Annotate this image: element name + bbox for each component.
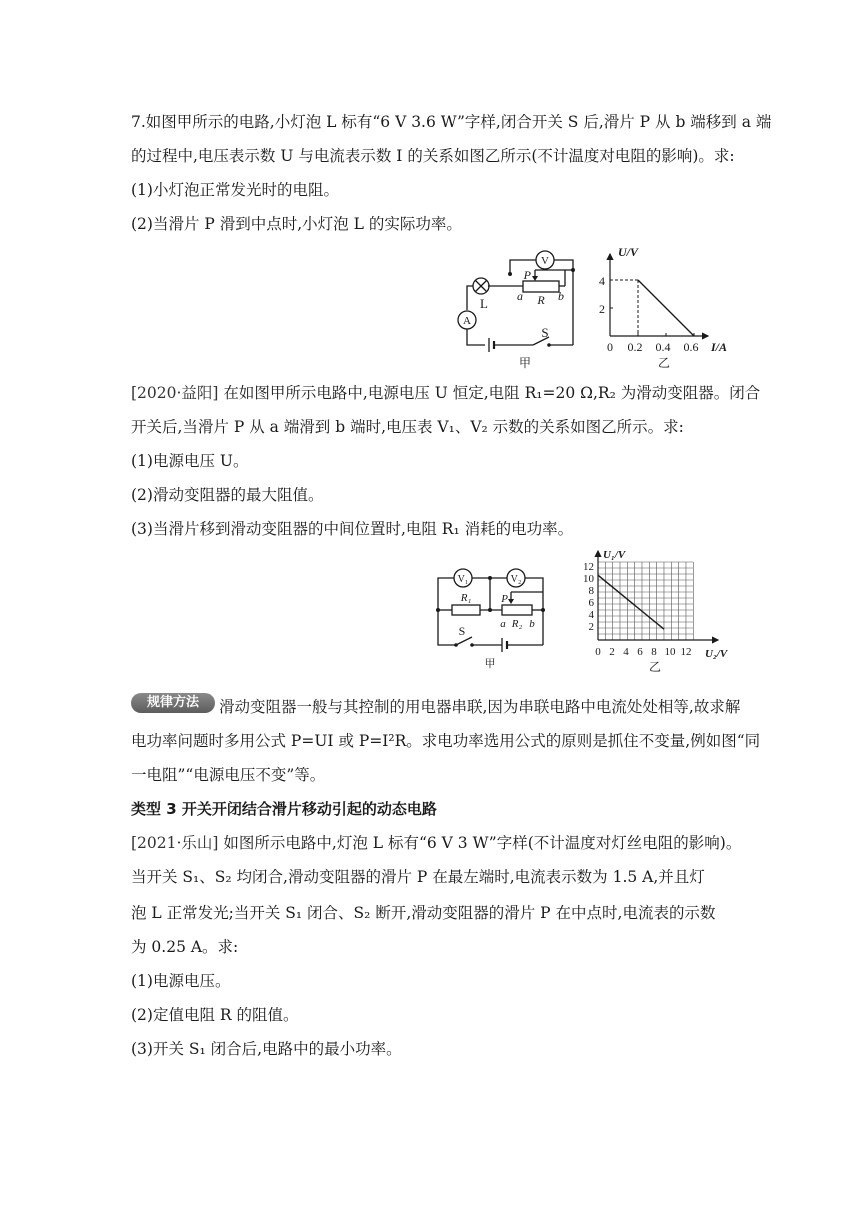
q8-graph-figure — [578, 546, 738, 676]
q8-circuit-figure — [428, 560, 553, 670]
method-badge: 规律方法 — [131, 693, 215, 713]
q7-end-a-label: a — [517, 289, 523, 303]
q7-subquestion-2: (2)当滑片 P 滑到中点时,小灯泡 L 的实际功率。 — [131, 215, 462, 233]
q8-R2-label: R₂ — [511, 618, 523, 630]
q8-voltmeter-2-label: V₂ — [510, 574, 522, 585]
q8-x-tick: 0 — [595, 646, 601, 658]
q9-stem-line3: 泡 L 正常发光;当开关 S₁ 闭合、S₂ 断开,滑动变阻器的滑片 P 在中点时,电流表的示数 — [131, 904, 716, 922]
q8-stem-line2: 开关后,当滑片 P 从 a 端滑到 b 端时,电压表 V₁、V₂ 示数的关系如图乙所示。求: — [131, 418, 684, 436]
q7-subquestion-1: (1)小灯泡正常发光时的电阻。 — [131, 181, 339, 199]
q7-figure-caption-yi: 乙 — [657, 356, 671, 370]
q8-graph-line — [598, 575, 664, 629]
q8-R1-label: R₁ — [460, 592, 472, 604]
q9-subquestion-2: (2)定值电阻 R 的阻值。 — [131, 1006, 299, 1024]
q7-rheostat-R-label: R — [537, 293, 545, 307]
q8-subquestion-2: (2)滑动变阻器的最大阻值。 — [131, 486, 324, 504]
q9-stem-line2: 当开关 S₁、S₂ 均闭合,滑动变阻器的滑片 P 在最左端时,电流表示数为 1.5 A,并且灯 — [131, 868, 705, 886]
q8-subquestion-3: (3)当滑片移到滑动变阻器的中间位置时,电阻 R₁ 消耗的电功率。 — [131, 520, 574, 538]
section-heading-type3: 类型 3 开关开闭结合滑片移动引起的动态电路 — [131, 800, 437, 818]
q7-x-tick: 0.2 — [627, 340, 643, 354]
q8-y-tick: 8 — [588, 585, 594, 597]
q8-y-tick: 6 — [588, 597, 594, 609]
q7-ammeter-label: A — [463, 315, 471, 327]
q7-graph-ylabel: U/V — [618, 245, 639, 259]
q8-end-b-label: b — [529, 618, 535, 630]
q9-stem-line1: [2021·乐山] 如图所示电路中,灯泡 L 标有“6 V 3 W”字样(不计温度对灯丝电阻的影响)。 — [131, 834, 742, 852]
q9-source: [2021·乐山] — [131, 834, 219, 852]
q7-x-tick: 0.6 — [683, 340, 699, 354]
q7-x-tick: 0 — [607, 340, 613, 354]
method-line1: 滑动变阻器一般与其控制的用电器串联,因为串联电路中电流处处相等,故求解 — [219, 698, 741, 716]
q8-y-tick: 10 — [583, 573, 594, 585]
q8-x-tick: 12 — [680, 646, 692, 658]
q7-stem-line2: 的过程中,电压表示数 U 与电流表示数 I 的关系如图乙所示(不计温度对电阻的影响)。求: — [131, 147, 735, 165]
q7-y-tick: 4 — [599, 274, 605, 288]
q7-slider-P-label: P — [523, 268, 531, 282]
q8-end-a-label: a — [500, 618, 506, 630]
q8-graph-ylabel: U₁/V — [603, 549, 626, 561]
q7-y-tick: 2 — [599, 302, 605, 316]
method-line3: 一电阻”“电源电压不变”等。 — [131, 766, 326, 784]
q7-stem-line1: 7.如图甲所示的电路,小灯泡 L 标有“6 V 3.6 W”字样,闭合开关 S 后,滑片 P 从 b 端移到 a 端 — [131, 113, 772, 131]
q8-voltmeter-1-label: V₁ — [457, 574, 469, 585]
q9-stem-line4: 为 0.25 A。求: — [131, 938, 239, 956]
q8-graph-xlabel: U₂/V — [705, 648, 728, 660]
q7-graph-figure — [592, 240, 740, 372]
q8-stem-line1: [2020·益阳] 在如图甲所示电路中,电源电压 U 恒定,电阻 R₁=20 Ω,R₂ 为滑动变阻器。闭合 — [131, 384, 761, 402]
q7-x-tick: 0.4 — [655, 340, 671, 354]
q8-y-tick: 2 — [588, 621, 594, 633]
q8-x-tick: 2 — [609, 646, 615, 658]
q8-switch-label: S — [458, 624, 466, 638]
q8-y-tick: 12 — [583, 561, 594, 573]
q7-graph-line — [638, 280, 694, 336]
q7-circuit-figure — [455, 238, 590, 370]
q8-x-tick: 4 — [623, 646, 629, 658]
q8-x-tick: 6 — [637, 646, 643, 658]
q9-subquestion-3: (3)开关 S₁ 闭合后,电路中的最小功率。 — [131, 1040, 402, 1058]
q7-end-b-label: b — [558, 289, 564, 303]
q8-x-tick: 10 — [664, 646, 676, 658]
q8-y-tick: 4 — [588, 609, 594, 621]
q7-figure-caption-jia: 甲 — [518, 356, 532, 370]
q8-figure-caption-yi: 乙 — [648, 660, 662, 674]
q8-subquestion-1: (1)电源电压 U。 — [131, 452, 249, 470]
q9-subquestion-1: (1)电源电压。 — [131, 972, 231, 990]
q7-lamp-label: L — [480, 296, 488, 311]
q8-slider-P-label: P — [501, 593, 508, 605]
q8-x-tick: 8 — [651, 646, 657, 658]
q7-switch-label: S — [541, 325, 549, 340]
method-line2: 电功率问题时多用公式 P=UI 或 P=I²R。求电功率选用公式的原则是抓住不变量,例如图“同 — [131, 732, 761, 750]
q7-graph-xlabel: I/A — [711, 340, 728, 354]
q8-source: [2020·益阳] — [131, 384, 219, 402]
q7-voltmeter-label: V — [541, 255, 549, 267]
q8-figure-caption-jia: 甲 — [484, 658, 496, 670]
